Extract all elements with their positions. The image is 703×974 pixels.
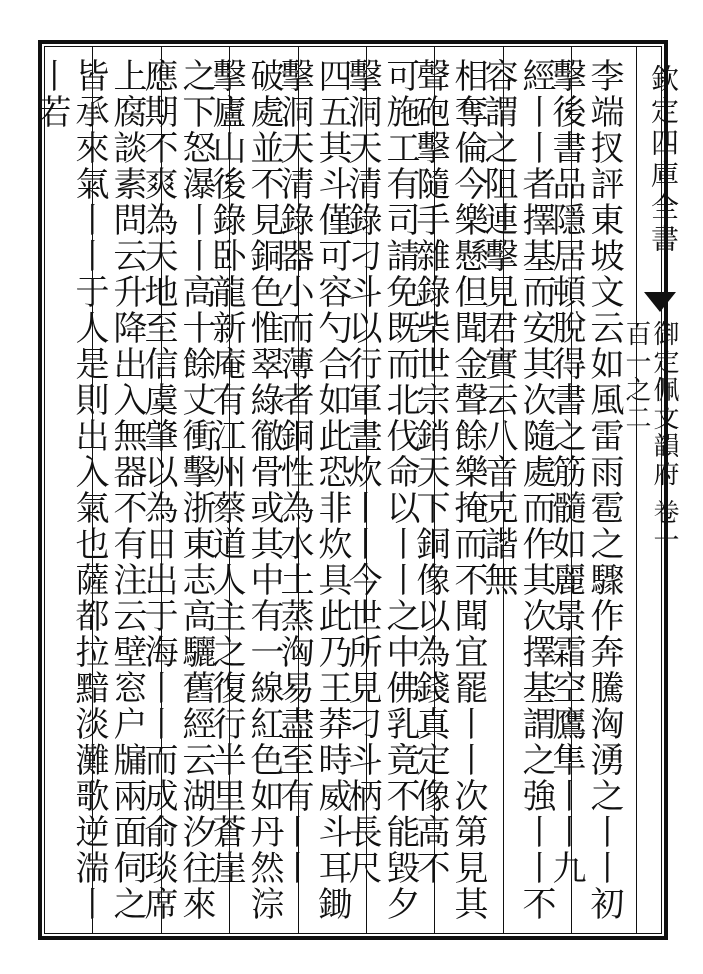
text-column-1: 李端扠評東坡文云如風雷雨雹之驟作奔騰洶湧之丨丨初擊後書品隱居頓脫得書之筋髓如麗景霜空鷹隼丨丨九 <box>546 58 624 922</box>
text-column-3: 相奪倫今樂懸但聞金聲餘樂掩而不聞宜罷丨丨次第見其聲砲擊隨手雜錄柴世宗銷天下銅像以為錢真定像高不 <box>410 58 488 922</box>
text-column-6: 破處並不見銅色惟翠綠徹骨或其中有一線紅色如丹然淙擊廬山後錄卧龍新庵有江州蔡道人主之復行半里蒼崖 <box>206 58 284 922</box>
text-column-2: 經丨丨者擇基而安其次隨處而作其次擇基謂之強丨丨不容謂之阻連擊見君實云八音克諧無 <box>478 58 556 922</box>
section-head: 御定佩文韻府 卷一百一之二 <box>621 320 679 555</box>
fish-tail-ornament <box>644 292 676 312</box>
text-column-4: 可施工有司請免既而北伐命以丨丨之中佛乳竟不能毀夕擊洞天清錄刁斗以行軍晝炊丨丨今世所見刁斗柄長尺 <box>342 58 420 922</box>
running-head: 欽定四庫全書 <box>647 64 680 256</box>
text-column-5: 四五其斗僅可容勺合如此恐非炊具此乃王莽時威斗耳鋤擊洞天清錄器小而薄者銅性為水土蒸洶易盡至有丨丨 <box>274 58 352 922</box>
text-column-8: 上腐談素問云升降出入無器不有注云壁窓户牖兩面伺之皆承來氣丨丨于人是則出入氣也薩都拉黯淡灘歌逆湍丨丨若 <box>31 58 147 922</box>
margin-divider <box>636 46 637 934</box>
text-column-7: 之下怒瀑丨丨高十餘丈衝擊浙東志高驪舊經云湖汐往來應期不爽為天地至信虞肇以為日出于海丨丨而成俞琰席 <box>138 58 216 922</box>
